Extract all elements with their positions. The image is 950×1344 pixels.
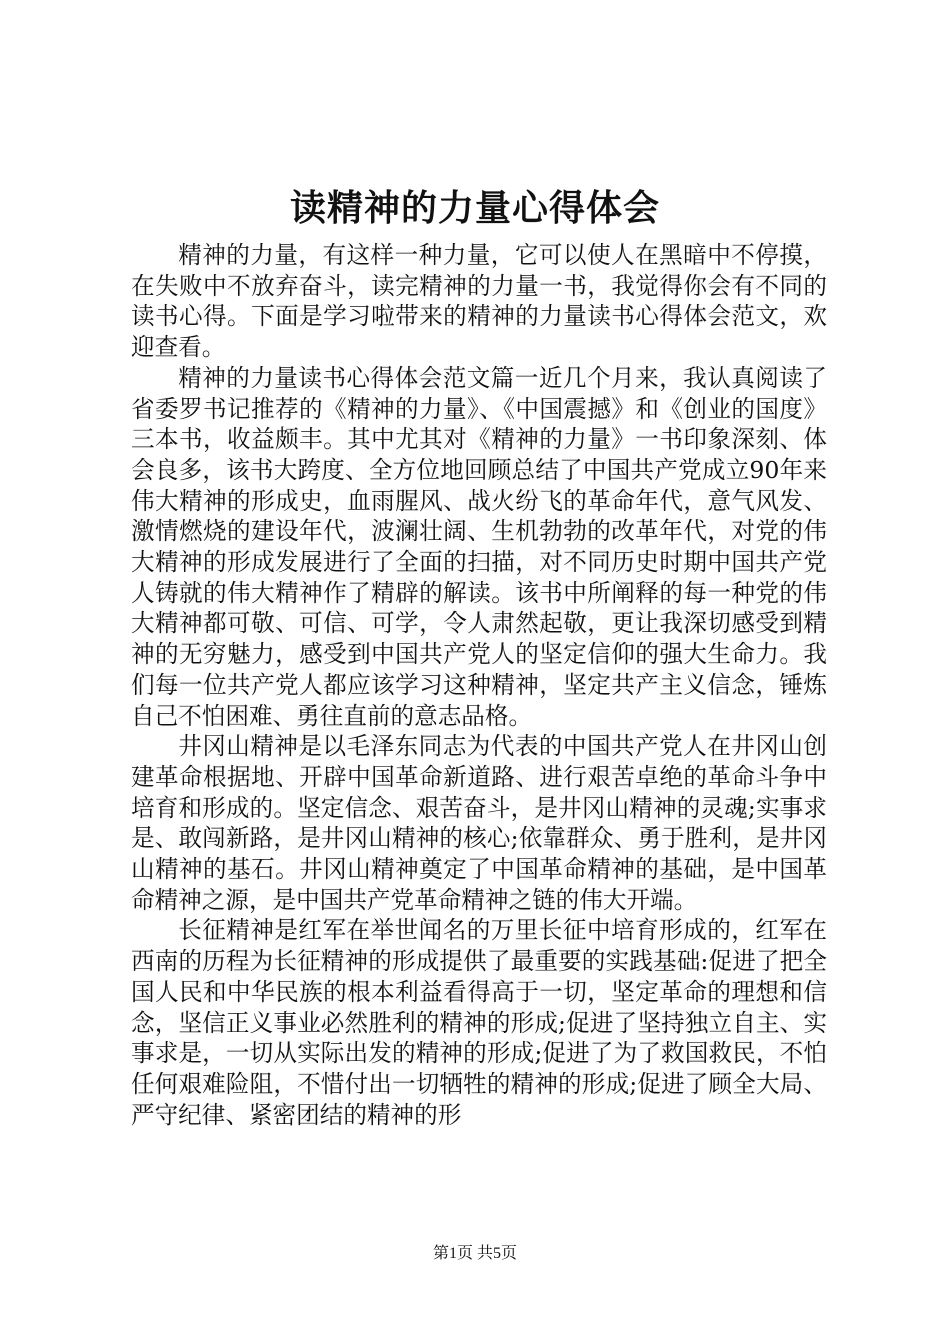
paragraph-2: 精神的力量读书心得体会范文篇一近几个月来，我认真阅读了省委罗书记推荐的《精神的力量》、《中国震撼》和《创业的国度》三本书，收益颇丰。其中尤其对《精神的力量》一书印象深刻、体会良多，该书大跨度、全方位地回顾总结了中国共产党成立90年来伟大精神的形成史，血雨腥风、战火纷飞的革命年代，意气风发、激情燃烧的建设年代，波澜壮阔、生机勃勃的改革年代，对党的伟大精神的形成发展进行了全面的扫描，对不同历史时期中国共产党人铸就的伟大精神作了精辟的解读。该书中所阐释的每一种党的伟大精神都可敬、可信、可学，令人肃然起敬，更让我深切感受到精神的无穷魅力，感受到中国共产党人的坚定信仰的强大生命力。我们每一位共产党人都应该学习这种精神，坚定共产主义信念，锤炼自己不怕困难、勇往直前的意志品格。 [131, 363, 827, 730]
paragraph-1: 精神的力量，有这样一种力量，它可以使人在黑暗中不停摸，在失败中不放弃奋斗，读完精神的力量一书，我觉得你会有不同的读书心得。下面是学习啦带来的精神的力量读书心得体会范文，欢迎查看。 [131, 241, 827, 362]
paragraph-4: 长征精神是红军在举世闻名的万里长征中培育形成的，红军在西南的历程为长征精神的形成提供了最重要的实践基础:促进了把全国人民和中华民族的根本利益看得高于一切，坚定革命的理想和信念，坚信正义事业必然胜利的精神的形成;促进了坚持独立自主、实事求是，一切从实际出发的精神的形成;促进了为了救国救民，不怕任何艰难险阻，不惜付出一切牺牲的精神的形成;促进了顾全大局、严守纪律、紧密团结的精神的形 [131, 916, 827, 1129]
document-title: 读精神的力量心得体会 [289, 188, 660, 229]
document-body [131, 240, 827, 1130]
paragraph-3: 井冈山精神是以毛泽东同志为代表的中国共产党人在井冈山创建革命根据地、开辟中国革命新道路、进行艰苦卓绝的革命斗争中培育和形成的。坚定信念、艰苦奋斗，是井冈山精神的灵魂;实事求是、敢闯新路，是井冈山精神的核心;依靠群众、勇于胜利，是井冈山精神的基石。井冈山精神奠定了中国革命精神的基础，是中国革命精神之源，是中国共产党革命精神之链的伟大开端。 [131, 732, 827, 914]
page-footer: 第1页 共5页 [432, 1245, 517, 1262]
